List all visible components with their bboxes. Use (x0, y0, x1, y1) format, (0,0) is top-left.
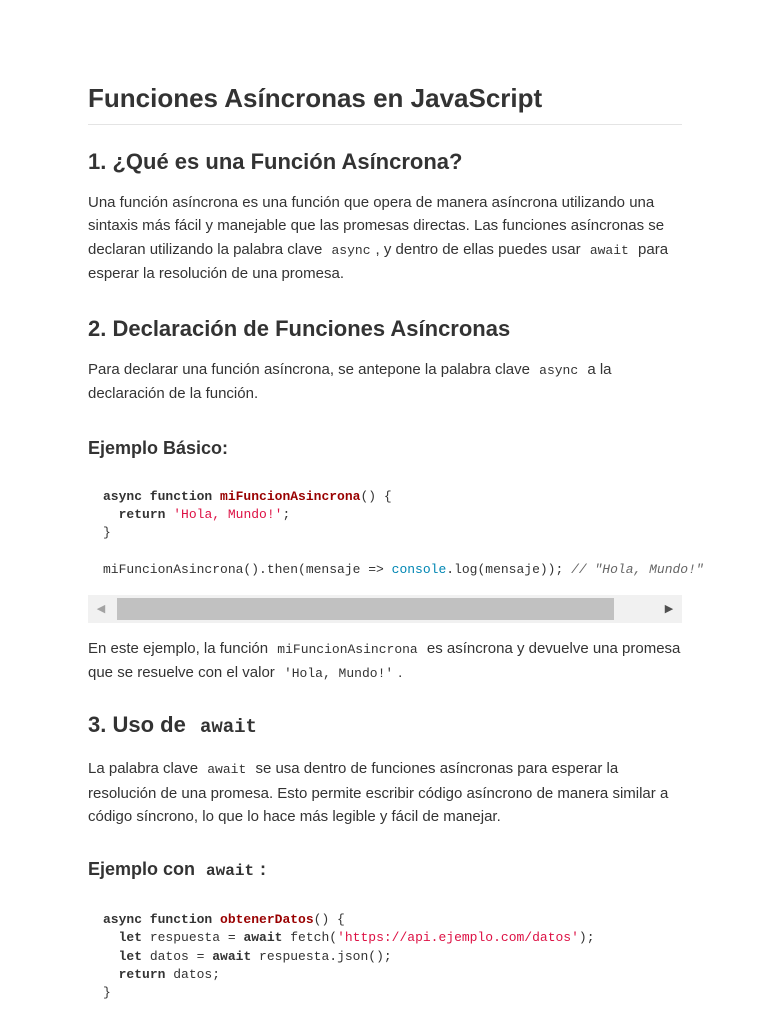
code-block-basic[interactable] (88, 488, 704, 623)
code-token: datos; (165, 966, 221, 982)
code-token: respuesta = (142, 930, 244, 946)
code-token: async function (103, 488, 213, 504)
explanation-text-b: es asíncrona y devuelve una promesa que se resuelve con el valor (88, 639, 681, 682)
code-block-await[interactable] (88, 911, 682, 1002)
code-token: fetch( (282, 930, 338, 946)
code-token: } (103, 525, 111, 541)
horizontal-scrollbar[interactable] (88, 595, 682, 623)
section-3-text-a: La palabra clave (88, 760, 199, 778)
code-token: } (103, 985, 111, 1001)
inline-code-async: async (539, 363, 579, 379)
scrollbar-thumb[interactable] (117, 598, 614, 620)
inline-code-await: await (589, 242, 629, 258)
section-2-heading: 2. Declaración de Funciones Asíncronas (88, 316, 511, 342)
code-token: obtenerDatos (220, 912, 314, 928)
section-3-heading-text: 3. Uso de (88, 712, 186, 738)
section-1-text-b: , y dentro de ellas puedes usar (375, 240, 581, 258)
code-token: datos = (142, 948, 213, 964)
code-token: async function (103, 912, 213, 928)
scroll-left-arrow-icon[interactable]: ◀ (96, 603, 106, 616)
code-token: return (118, 966, 166, 982)
scroll-right-arrow-icon[interactable]: ▶ (656, 595, 682, 623)
code-token: 'https://api.ejemplo.com/datos' (337, 930, 579, 946)
section-2-text-b: a la declaración de la función. (88, 361, 612, 403)
section-3-paragraph (88, 757, 682, 828)
code-listing-await (103, 911, 682, 1002)
example-await-heading (88, 857, 682, 883)
code-token: let (118, 948, 143, 964)
code-token: 'Hola, Mundo!' (173, 506, 283, 522)
section-3-heading-code: await (199, 716, 257, 739)
code-token: respuesta.json(); (251, 948, 392, 964)
code-token: ); (578, 930, 595, 946)
code-comment: // "Hola, Mundo!" (571, 561, 704, 577)
inline-code-async: async (331, 242, 371, 258)
inline-code-function-name: miFuncionAsincrona (277, 641, 418, 657)
code-token: await (212, 948, 252, 964)
code-token: let (118, 930, 143, 946)
page-title: Funciones Asíncronas en JavaScript (88, 82, 682, 125)
example-basic-heading: Ejemplo Básico: (88, 437, 229, 458)
section-2-paragraph (88, 358, 682, 406)
example-await-heading-code: await (206, 862, 255, 881)
inline-code-value: 'Hola, Mundo!' (283, 666, 394, 682)
code-token: .log(mensaje)); (446, 561, 572, 577)
article (88, 76, 704, 1002)
section-1-text-a: Una función asíncrona es una función que opera de manera asíncrona utilizando una sintaxis más fácil y manejable que las promesas directas. Las funciones asíncronas se declaran utilizando la palabra clave (88, 194, 665, 258)
inline-code-await: await (207, 762, 247, 778)
code-token: console (391, 561, 447, 577)
code-token: return (118, 506, 166, 522)
explanation-text-a: En este ejemplo, la función (88, 639, 269, 657)
section-1-text-c: para esperar la resolución de una promesa. (88, 240, 669, 282)
code-token: () { (313, 912, 345, 928)
code-token: await (243, 930, 283, 946)
code-token: () { (360, 488, 392, 504)
section-3-heading (88, 711, 682, 741)
section-3-text-b: se usa dentro de funciones asíncronas para esperar la resolución de una promesa. Esto permite escribir código asíncrono de manera similar a código síncrono, lo que lo hace más legible y fácil de manejar. (88, 760, 669, 825)
section-1-paragraph (88, 191, 682, 285)
code-token: miFuncionAsincrona (220, 488, 361, 504)
section-1-heading: 1. ¿Qué es una Función Asíncrona? (88, 149, 463, 174)
section-2-text-a: Para declarar una función asíncrona, se antepone la palabra clave (88, 361, 530, 379)
example-await-heading-text: Ejemplo con (88, 859, 196, 880)
example-explanation-paragraph (88, 637, 682, 686)
example-await-heading-colon: : (260, 859, 267, 880)
explanation-text-c: . (398, 664, 403, 682)
code-token: miFuncionAsincrona().then(mensaje => (103, 561, 392, 577)
code-token: ; (282, 506, 291, 522)
code-listing-basic (103, 488, 704, 579)
